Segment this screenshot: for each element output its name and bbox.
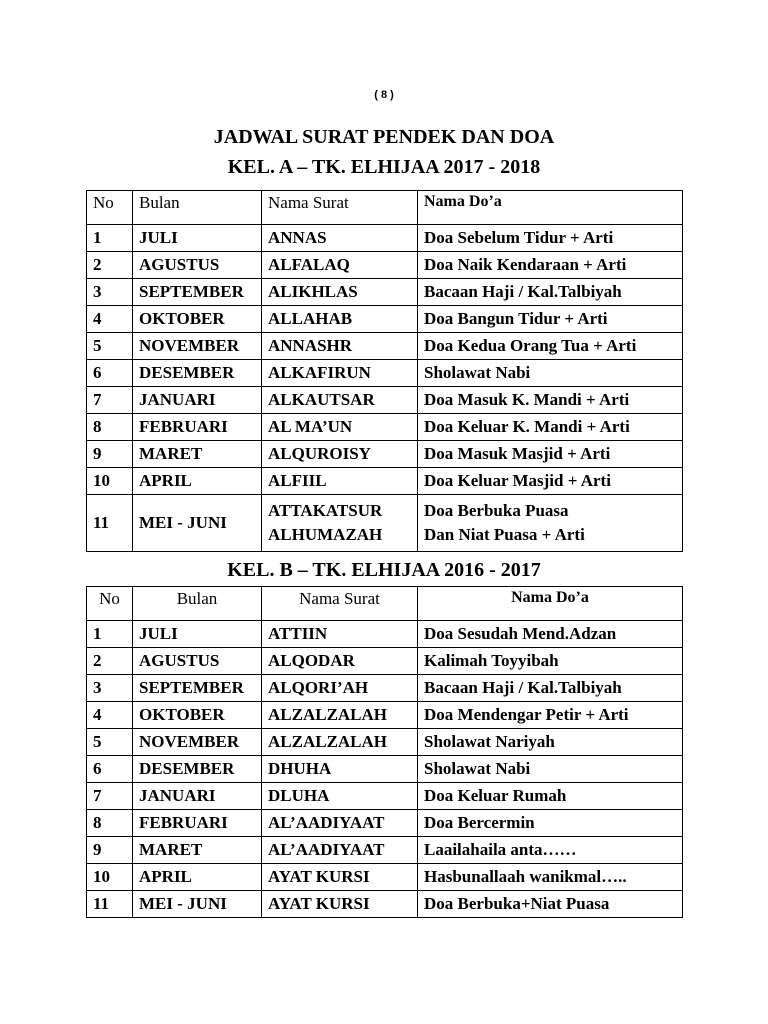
page-number: ( 8 ): [374, 89, 394, 101]
table-row: [87, 468, 683, 495]
cell-nama-doa: Doa Berbuka+Niat Puasa: [418, 891, 683, 918]
cell-nama-surat: ANNAS: [262, 225, 418, 252]
cell-no: 7: [87, 387, 133, 414]
cell-nama-surat: ALQODAR: [262, 648, 418, 675]
table-row: [87, 756, 683, 783]
header-no: No: [87, 191, 133, 225]
table-row: [87, 387, 683, 414]
cell-nama-doa: Doa Sesudah Mend.Adzan: [418, 621, 683, 648]
cell-nama-doa: Kalimah Toyyibah: [418, 648, 683, 675]
table-row: [87, 702, 683, 729]
cell-nama-surat: ALLAHAB: [262, 306, 418, 333]
table-row: [87, 252, 683, 279]
cell-bulan: MARET: [133, 837, 262, 864]
cell-nama-surat: ALIKHLAS: [262, 279, 418, 306]
cell-bulan: OKTOBER: [133, 702, 262, 729]
cell-nama-surat: AYAT KURSI: [262, 891, 418, 918]
cell-nama-doa: Doa Keluar K. Mandi + Arti: [418, 414, 683, 441]
cell-nama-doa: Doa Kedua Orang Tua + Arti: [418, 333, 683, 360]
header-nama-doa: Nama Do’a: [418, 587, 683, 621]
cell-bulan: MEI - JUNI: [133, 495, 262, 552]
cell-no: 4: [87, 702, 133, 729]
cell-nama-doa: Bacaan Haji / Kal.Talbiyah: [418, 279, 683, 306]
cell-bulan: NOVEMBER: [133, 333, 262, 360]
table-row: [87, 837, 683, 864]
cell-line: ALHUMAZAH: [268, 525, 383, 544]
cell-no: 5: [87, 333, 133, 360]
table-row: [87, 306, 683, 333]
cell-nama-surat: ANNASHR: [262, 333, 418, 360]
section-a-heading: KEL. A – TK. ELHIJAA 2017 - 2018: [227, 156, 541, 178]
cell-bulan: DESEMBER: [133, 360, 262, 387]
cell-nama-doa: Bacaan Haji / Kal.Talbiyah: [418, 675, 683, 702]
cell-no: 8: [87, 810, 133, 837]
cell-no: 4: [87, 306, 133, 333]
table-row: [87, 810, 683, 837]
page-title: JADWAL SURAT PENDEK DAN DOA: [213, 126, 555, 148]
cell-bulan: APRIL: [133, 468, 262, 495]
cell-bulan: APRIL: [133, 864, 262, 891]
cell-no: 11: [87, 495, 133, 552]
cell-nama-doa: Doa Bercermin: [418, 810, 683, 837]
cell-nama-doa: Doa Mendengar Petir + Arti: [418, 702, 683, 729]
cell-nama-doa: Sholawat Nariyah: [418, 729, 683, 756]
header-no: No: [87, 587, 133, 621]
table-row: [87, 891, 683, 918]
cell-no: 10: [87, 468, 133, 495]
cell-no: 1: [87, 225, 133, 252]
cell-no: 8: [87, 414, 133, 441]
cell-no: 10: [87, 864, 133, 891]
cell-bulan: AGUSTUS: [133, 252, 262, 279]
cell-nama-doa: Sholawat Nabi: [418, 756, 683, 783]
cell-bulan: FEBRUARI: [133, 810, 262, 837]
cell-no: 6: [87, 360, 133, 387]
cell-no: 1: [87, 621, 133, 648]
cell-no: 9: [87, 441, 133, 468]
schedule-table-b: [86, 586, 683, 918]
cell-bulan: JANUARI: [133, 387, 262, 414]
table-row: [87, 648, 683, 675]
cell-no: 11: [87, 891, 133, 918]
table-row: [87, 621, 683, 648]
cell-nama-surat: ALKAUTSAR: [262, 387, 418, 414]
table-row: [87, 864, 683, 891]
cell-no: 6: [87, 756, 133, 783]
cell-nama-surat: ALZALZALAH: [262, 702, 418, 729]
cell-bulan: NOVEMBER: [133, 729, 262, 756]
cell-nama-surat: ALKAFIRUN: [262, 360, 418, 387]
table-row: [87, 729, 683, 756]
cell-nama-surat: AL’AADIYAAT: [262, 837, 418, 864]
cell-nama-surat: AYAT KURSI: [262, 864, 418, 891]
cell-nama-doa: Sholawat Nabi: [418, 360, 683, 387]
cell-bulan: AGUSTUS: [133, 648, 262, 675]
cell-line: Dan Niat Puasa + Arti: [424, 525, 585, 544]
table-row: [87, 783, 683, 810]
header-bulan: Bulan: [133, 587, 262, 621]
cell-bulan: SEPTEMBER: [133, 675, 262, 702]
header-bulan: Bulan: [133, 191, 262, 225]
cell-no: 2: [87, 252, 133, 279]
cell-no: 5: [87, 729, 133, 756]
table-row: [87, 360, 683, 387]
cell-nama-surat: [262, 495, 418, 552]
cell-line: ATTAKATSUR: [268, 501, 383, 520]
cell-nama-doa: Doa Sebelum Tidur + Arti: [418, 225, 683, 252]
cell-bulan: MEI - JUNI: [133, 891, 262, 918]
header-nama-surat: Nama Surat: [262, 191, 418, 225]
cell-nama-surat: ATTIIN: [262, 621, 418, 648]
cell-nama-surat: ALZALZALAH: [262, 729, 418, 756]
cell-nama-doa: Doa Masuk K. Mandi + Arti: [418, 387, 683, 414]
cell-nama-doa: [418, 495, 683, 552]
cell-nama-surat: AL MA’UN: [262, 414, 418, 441]
cell-nama-doa: Laailahaila anta……: [418, 837, 683, 864]
cell-no: 3: [87, 279, 133, 306]
table-row: [87, 225, 683, 252]
cell-no: 9: [87, 837, 133, 864]
table-header-row: [87, 191, 683, 225]
cell-nama-surat: ALQORI’AH: [262, 675, 418, 702]
cell-nama-doa: Doa Keluar Rumah: [418, 783, 683, 810]
table-row: [87, 675, 683, 702]
cell-nama-doa: Hasbunallaah wanikmal…..: [418, 864, 683, 891]
table-row: [87, 441, 683, 468]
table-row: [87, 414, 683, 441]
table-row: [87, 333, 683, 360]
cell-nama-surat: ALFALAQ: [262, 252, 418, 279]
cell-nama-doa: Doa Masuk Masjid + Arti: [418, 441, 683, 468]
table-row: [87, 495, 683, 552]
header-nama-doa: Nama Do’a: [418, 191, 683, 225]
cell-nama-surat: AL’AADIYAAT: [262, 810, 418, 837]
cell-bulan: MARET: [133, 441, 262, 468]
cell-bulan: SEPTEMBER: [133, 279, 262, 306]
table-header-row: [87, 587, 683, 621]
cell-bulan: JANUARI: [133, 783, 262, 810]
cell-nama-surat: DHUHA: [262, 756, 418, 783]
cell-bulan: JULI: [133, 621, 262, 648]
section-b-heading: KEL. B – TK. ELHIJAA 2016 - 2017: [227, 559, 541, 581]
cell-nama-surat: DLUHA: [262, 783, 418, 810]
cell-nama-doa: Doa Naik Kendaraan + Arti: [418, 252, 683, 279]
cell-nama-doa: Doa Keluar Masjid + Arti: [418, 468, 683, 495]
cell-nama-doa: Doa Bangun Tidur + Arti: [418, 306, 683, 333]
cell-bulan: FEBRUARI: [133, 414, 262, 441]
cell-no: 7: [87, 783, 133, 810]
cell-nama-surat: ALQUROISY: [262, 441, 418, 468]
cell-line: Doa Berbuka Puasa: [424, 501, 569, 520]
schedule-table-a: [86, 190, 683, 552]
cell-no: 2: [87, 648, 133, 675]
cell-no: 3: [87, 675, 133, 702]
cell-nama-surat: ALFIIL: [262, 468, 418, 495]
cell-bulan: JULI: [133, 225, 262, 252]
cell-bulan: DESEMBER: [133, 756, 262, 783]
header-nama-surat: Nama Surat: [262, 587, 418, 621]
cell-bulan: OKTOBER: [133, 306, 262, 333]
table-row: [87, 279, 683, 306]
